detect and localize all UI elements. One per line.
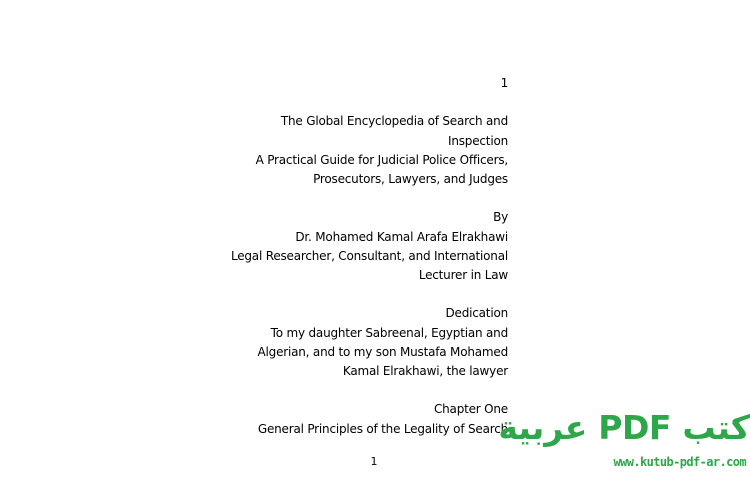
dedication-line: Algerian, and to my son Mustafa Mohamed [257, 344, 508, 359]
author-credential: Legal Researcher, Consultant, and International [230, 248, 508, 263]
author-label: By [493, 210, 508, 225]
spacer [208, 381, 508, 400]
dedication-heading: Dedication [445, 306, 508, 321]
watermark [498, 408, 750, 480]
dedication-line: Kamal Elrakhawi, the lawyer [342, 364, 508, 378]
page-number-footer: 1 [370, 455, 378, 468]
title-line: The Global Encyclopedia of Search and [280, 114, 508, 129]
spacer [208, 93, 508, 112]
subtitle-line: Prosecutors, Lawyers, and Judges [313, 172, 508, 186]
chapter-title: General Principles of the Legality of Search [257, 421, 508, 436]
watermark-logo: كتب PDF عربية [498, 408, 750, 447]
dedication-line: To my daughter Sabreenal, Egyptian and [270, 325, 508, 340]
title-line: Inspection [448, 133, 508, 148]
document-text [208, 74, 508, 439]
chapter-heading: Chapter One [433, 402, 508, 417]
author-credential: Lecturer in Law [418, 268, 508, 282]
watermark-url: www.kutub-pdf-ar.com [613, 455, 746, 469]
subtitle-line: A Practical Guide for Judicial Police Officers, [255, 152, 508, 167]
spacer [208, 189, 508, 208]
page-number-top: 1 [500, 76, 508, 90]
spacer [208, 285, 508, 304]
author-name: Dr. Mohamed Kamal Arafa Elrakhawi [295, 229, 508, 244]
